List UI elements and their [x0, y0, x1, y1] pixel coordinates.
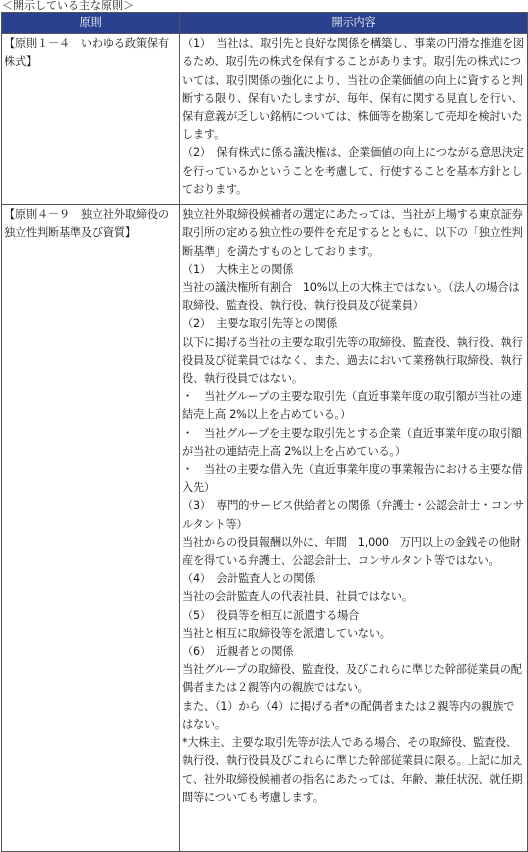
content-paragraph: また、（1）から（4）に掲げる者*の配偶者または２親等内の親族ではない。 [182, 699, 515, 731]
content-paragraph: ・ 当社グループの主要な取引先（直近事業年度の取引額が当社の連結売上高 2%以上を占めている。） [182, 390, 522, 422]
content-paragraph: 当社の議決権所有割合 10%以上の大株主ではない。（法人の場合は取締役、監査役、執行役、執行役員及び従業員） [182, 281, 520, 313]
content-cell [180, 34, 528, 205]
principle-cell: 【原則１－４ いわゆる政策保有株式】 [2, 34, 180, 205]
content-paragraph: （4） 会計監査人との関係 [182, 572, 316, 586]
table-caption: ＜開示している主な原則＞ [2, 0, 134, 12]
content-paragraph: （6） 近親者との関係 [182, 645, 294, 659]
content-paragraph: （3） 専門的サービス供給者との関係（弁護士・公認会計士・コンサルタント等） [182, 499, 524, 531]
content-paragraph: 当社の会計監査人の代表社員、社員ではない。 [182, 590, 413, 604]
content-paragraph: 当社グループの取締役、監査役、及びこれらに準じた幹部従業員の配偶者または２親等内の親族ではない。 [182, 663, 522, 695]
content-paragraph: （2） 主要な取引先等との関係 [182, 317, 338, 331]
principles-table [1, 12, 528, 852]
header-row [2, 13, 528, 34]
content-paragraph: 独立社外取締役候補者の選定にあたっては、当社が上場する東京証券取引所の定める独立性の要件を充足するとともに、以下の「独立性判断基準」を満たすものとしております。 [182, 208, 523, 258]
content-paragraph: *大株主、主要な取引先等が法人である場合、その取締役、監査役、執行役、執行役員及びこれらに準じた幹部従業員に限る。上記に加えて、社外取締役候補者の指名にあたっては、年齢、兼任状況、就任期間等についても考慮します。 [182, 736, 523, 804]
content-paragraph: ・ 当社グループを主要な取引先とする企業（直近事業年度の取引額が当社の連結売上高 2%以上を占めている。） [182, 426, 522, 458]
content-column-header: 開示内容 [180, 13, 528, 34]
table-row [2, 205, 528, 852]
content-paragraph: （1） 大株主との関係 [182, 262, 294, 276]
principle-column-header: 原則 [2, 13, 180, 34]
content-paragraph: 当社からの役員報酬以外に、年間 1,000 万円以上の金銭その他財産を得ている弁護士、公認会計士、コンサルタント等ではない。 [182, 535, 521, 568]
content-paragraph: 当社と相互に取締役等を派遣していない。 [182, 626, 391, 640]
content-paragraph: （1） 当社は、取引先と良好な関係を構築し、事業の円滑な推進を図るため、取引先の株式を保有することがあります。取引先の株式については、取引関係の強化により、当社の企業価値の向上に資すると判断する限り、保有いたしますが、毎年、保有に関する見直しを行い、保有意義が乏しい銘柄については、株価等を勘案して売却を検討いたします。 [182, 37, 524, 142]
content-paragraph: （2） 保有株式に係る議決権は、企業価値の向上につながる意思決定を行っているかということを考慮して、行使することを基本方針としております。 [182, 146, 524, 196]
principle-cell: 【原則４－９ 独立社外取締役の独立性判断基準及び資質】 [2, 205, 180, 852]
content-paragraph: 以下に掲げる当社の主要な取引先等の取締役、監査役、執行役、執行役員及び従業員ではなく、また、過去において業務執行取締役、執行役、執行役員ではない。 [182, 335, 523, 386]
table-row [2, 34, 528, 205]
content-cell [180, 205, 528, 852]
content-paragraph: ・ 当社の主要な借入先（直近事業年度の事業報告における主要な借入先） [182, 463, 523, 495]
content-paragraph: （5） 役員等を相互に派遣する場合 [182, 608, 360, 622]
